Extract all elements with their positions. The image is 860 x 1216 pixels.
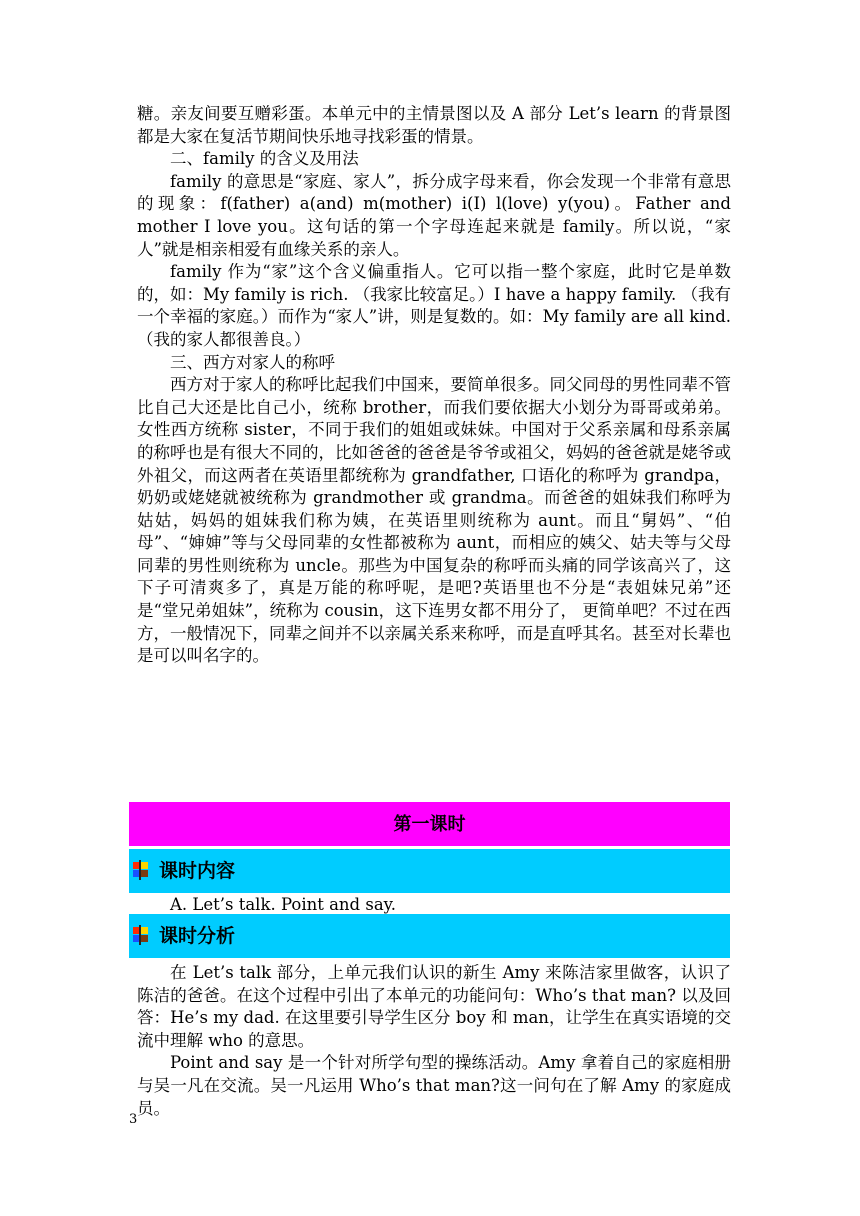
paragraph: 西方对于家人的称呼比起我们中国来，要简单很多。同父同母的男性同辈不管比自己大还是比自己小，统称 brother，而我们要依据大小划分为哥哥或弟弟。女性西方统称 sister，不同于我们的姐姐或妹妹。中国对于父系亲属和母系亲属的称呼也是有很大不同的，比如爸爸的爸爸是爷爷或祖父，妈妈的爸爸就是姥爷或外祖父，而这两者在英语里都统称为 grandfather, 口语化的称呼为 grandpa，奶奶或姥姥就被统称为 grandmother 或 grandma。而爸爸的姐妹我们称呼为姑姑，妈妈的姐妹我们称为姨，在英语里则统称为 aunt。而且“舅妈”、“伯母”、“婶婶”等与父母同辈的女性都被称为 aunt，而相应的姨父、姑夫等与父母同辈的男性则统称为 uncle。那些为中国复杂的称呼而头痛的同学该高兴了，这下子可清爽多了，真是万能的称呼呢，是吧?英语里也不分是“表姐妹兄弟”还是“堂兄弟姐妹”，统称为 cousin，这下连男女都不用分了， 更简单吧？不过在西方，一般情况下，同辈之间并不以亲属关系来称呼，而是直呼其名。甚至对长辈也是可以叫名字的。 bbox=[137, 375, 731, 666]
page-number: 3 bbox=[129, 1112, 138, 1127]
paragraph: family 作为“家”这个含义偏重指人。它可以指一整个家庭，此时它是单数的，如：My family is rich. （我家比较富足。）I have a happy family. （我有一个幸福的家庭。）而作为“家人”讲，则是复数的。如：My family are all kind.（我的家人都很善良。） bbox=[137, 262, 731, 349]
body-text bbox=[137, 103, 731, 668]
section-heading: 课时分析 bbox=[159, 925, 236, 947]
paragraph: 糖。亲友间要互赠彩蛋。本单元中的主情景图以及 A 部分 Let’s learn 的背景图都是大家在复活节期间快乐地寻找彩蛋的情景。 bbox=[137, 104, 731, 146]
section-bar-content bbox=[129, 849, 730, 893]
analysis-text bbox=[137, 962, 731, 1120]
flag-icon bbox=[133, 862, 149, 878]
paragraph: Point and say 是一个针对所学句型的操练活动。Amy 拿着自己的家庭相册与吴一凡在交流。吴一凡运用 Who’s that man?这一问句在了解 Amy 的家庭成员。 bbox=[137, 1053, 731, 1118]
section-content-text: A. Let’s talk. Point and say. bbox=[170, 895, 397, 914]
heading-family-meaning: 二、family 的含义及用法 bbox=[170, 149, 359, 169]
paragraph: family 的意思是“家庭、家人”，拆分成字母来看，你会发现一个非常有意思的现象：f(father) a(and) m(mother) i(I) l(love) y(you)。Father and mother I love you。这句话的第一个字母连起来就是 family。所以说，“家人”就是相亲相爱有血缘关系的亲人。 bbox=[137, 171, 731, 259]
paragraph: 在 Let’s talk 部分，上单元我们认识的新生 Amy 来陈洁家里做客，认识了陈洁的爸爸。在这个过程中引出了本单元的功能问句：Who’s that man? 以及回答：He’s my dad. 在这里要引导学生区分 boy 和 man，让学生在真实语境的交流中理解 who 的意思。 bbox=[137, 963, 731, 1050]
lesson-title: 第一课时 bbox=[393, 814, 466, 835]
section-heading: 课时内容 bbox=[159, 860, 236, 882]
section-bar-analysis bbox=[129, 914, 730, 958]
flag-icon bbox=[133, 927, 149, 943]
lesson-title-bar bbox=[129, 802, 730, 846]
heading-western-titles: 三、西方对家人的称呼 bbox=[170, 352, 335, 372]
